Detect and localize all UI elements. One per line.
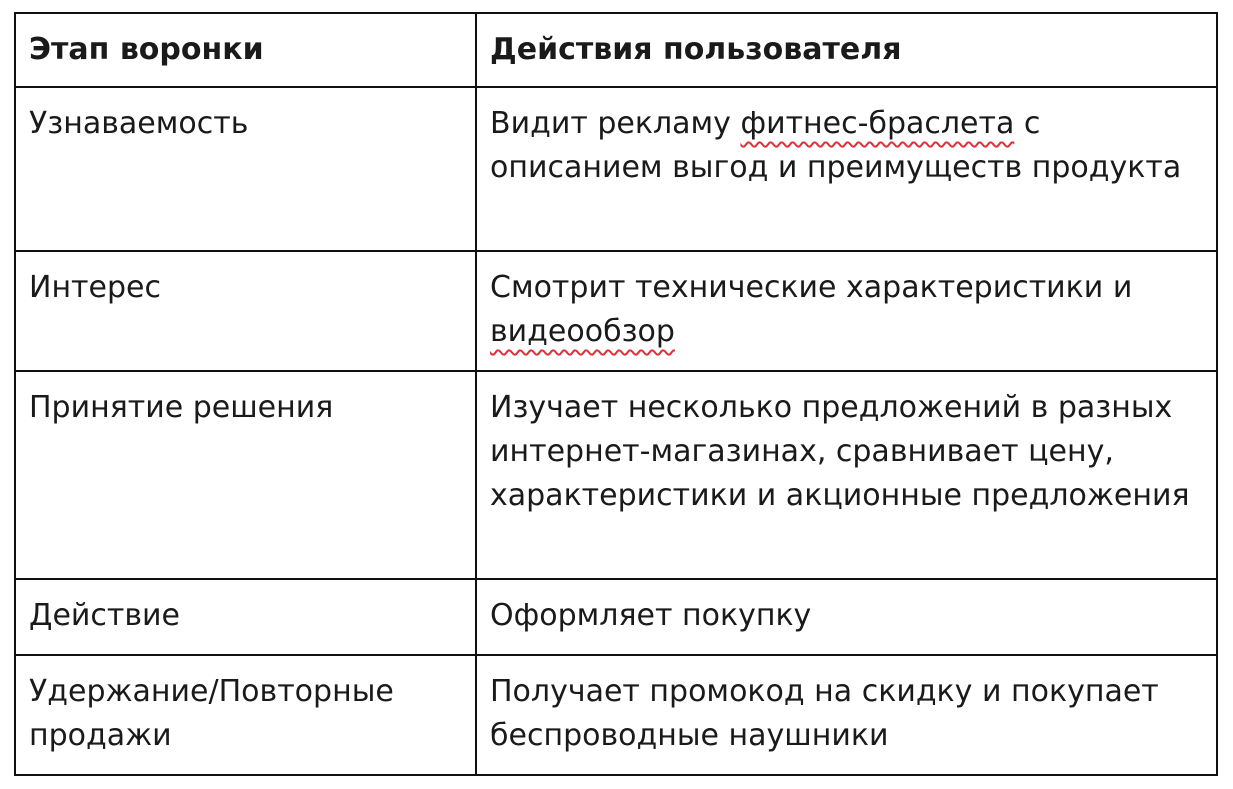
- table-row: [15, 579, 1217, 655]
- action-cell: [476, 87, 1217, 251]
- table-row: [15, 251, 1217, 371]
- stage-cell: Принятие решения: [15, 371, 476, 579]
- stage-cell: Интерес: [15, 251, 476, 371]
- spellcheck-marked-word[interactable]: фитнес-браслета: [740, 106, 1015, 141]
- stage-cell: Действие: [15, 579, 476, 655]
- action-text: Видит рекламу: [490, 106, 741, 141]
- stage-cell: Удержание/Повторные продажи: [15, 655, 476, 775]
- action-cell: Получает промокод на скидку и покупает беспроводные наушники: [476, 655, 1217, 775]
- action-cell: Изучает несколько предложений в разных интернет-магазинах, сравнивает цену, характеристики и акционные предложения: [476, 371, 1217, 579]
- table-row: [15, 87, 1217, 251]
- action-cell: [476, 251, 1217, 371]
- spellcheck-marked-word[interactable]: видеообзор: [490, 314, 675, 349]
- header-user-actions: Действия пользователя: [476, 13, 1217, 87]
- funnel-table: [14, 12, 1218, 776]
- table-header-row: [15, 13, 1217, 87]
- table-row: [15, 655, 1217, 775]
- header-funnel-stage: Этап воронки: [15, 13, 476, 87]
- action-text: Смотрит технические характеристики и: [490, 270, 1133, 305]
- action-text: с описанием выгод и преимуществ продукта: [490, 106, 1182, 185]
- table-row: [15, 371, 1217, 579]
- action-cell: Оформляет покупку: [476, 579, 1217, 655]
- stage-cell: Узнаваемость: [15, 87, 476, 251]
